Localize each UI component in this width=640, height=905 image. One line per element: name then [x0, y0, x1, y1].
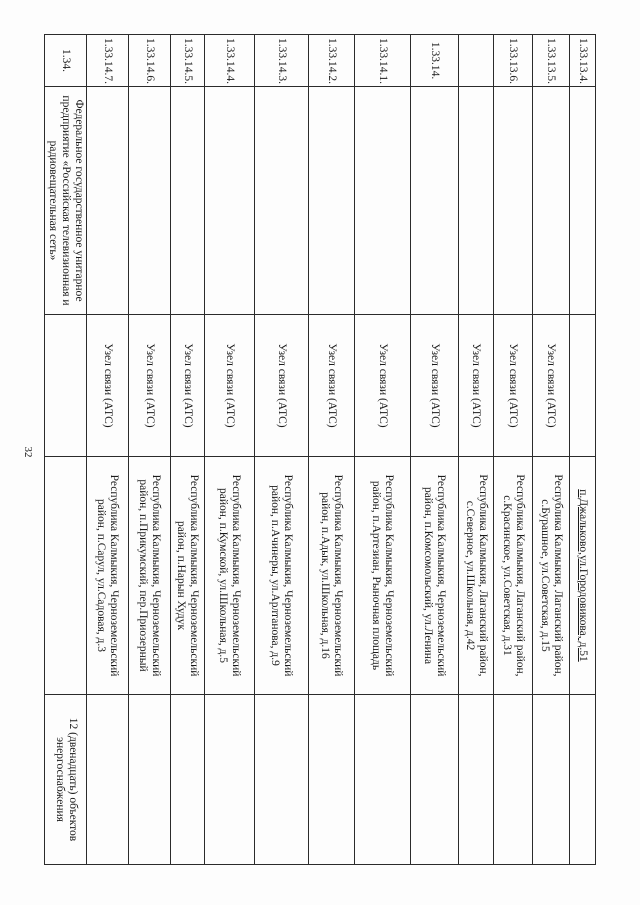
- count-cell: [205, 695, 255, 865]
- object-type-cell: [570, 315, 596, 457]
- address-cell: Республика Калмыкия, Черноземельский район, п.Ачинеры, ул.Арлтанова, д.9: [255, 457, 309, 695]
- page-number: 32: [22, 446, 34, 458]
- count-cell: [309, 695, 355, 865]
- table-row: [45, 35, 87, 865]
- count-cell: [255, 695, 309, 865]
- organization-cell: [459, 87, 494, 315]
- count-cell: [171, 695, 205, 865]
- row-number: 1.33.14.2.: [309, 35, 355, 87]
- row-number: [459, 35, 494, 87]
- count-cell: [355, 695, 411, 865]
- address-cell: Республика Калмыкия, Лаганский район, с.Бурашное, ул.Советская, д.15: [533, 457, 570, 695]
- table-row: [87, 35, 129, 865]
- address-cell: Республика Калмыкия, Черноземельский район, п.Комсомольский, ул.Ленина: [411, 457, 459, 695]
- count-cell: [570, 695, 596, 865]
- object-type-cell: Узел связи (АТС): [205, 315, 255, 457]
- organization-cell: [533, 87, 570, 315]
- count-cell: [411, 695, 459, 865]
- table-row: [171, 35, 205, 865]
- organization-cell: [87, 87, 129, 315]
- row-number: 1.33.13.5.: [533, 35, 570, 87]
- table-row: [309, 35, 355, 865]
- organization-cell: [494, 87, 533, 315]
- object-type-cell: Узел связи (АТС): [87, 315, 129, 457]
- count-cell: [87, 695, 129, 865]
- table-row: [129, 35, 171, 865]
- object-type-cell: Узел связи (АТС): [355, 315, 411, 457]
- address-cell: Республика Калмыкия, Лаганский район, с.Красинское, ул.Советская, д.31: [494, 457, 533, 695]
- row-number: 1.33.14.1.: [355, 35, 411, 87]
- row-number: 1.33.13.6.: [494, 35, 533, 87]
- organization-cell: [171, 87, 205, 315]
- address-cell: Республика Калмыкия, Черноземельский район, п.Сарул, ул.Садовая, д.3: [87, 457, 129, 695]
- object-type-cell: Узел связи (АТС): [171, 315, 205, 457]
- address-cell: Республика Калмыкия, Черноземельский район, п.Адык, ул.Школьная, д.16: [309, 457, 355, 695]
- organization-cell: [205, 87, 255, 315]
- row-number: 1.33.14.6.: [129, 35, 171, 87]
- table-row: [494, 35, 533, 865]
- organization-cell: [129, 87, 171, 315]
- row-number: 1.33.14.5.: [171, 35, 205, 87]
- count-cell: [459, 695, 494, 865]
- organization-cell: [309, 87, 355, 315]
- address-cell: Республика Калмыкия, Черноземельский район, п.Нарын Худук: [171, 457, 205, 695]
- row-number: 1.33.14.4.: [205, 35, 255, 87]
- address-cell: [45, 457, 87, 695]
- organization-cell: [255, 87, 309, 315]
- object-type-cell: Узел связи (АТС): [255, 315, 309, 457]
- table-row: [255, 35, 309, 865]
- table-row: [533, 35, 570, 865]
- address-cell: Республика Калмыкия, Черноземельский район, п.Артезиан, Рыночная площадь: [355, 457, 411, 695]
- object-type-cell: Узел связи (АТС): [533, 315, 570, 457]
- object-type-cell: Узел связи (АТС): [494, 315, 533, 457]
- object-type-cell: Узел связи (АТС): [309, 315, 355, 457]
- row-number: 1.34.: [45, 35, 87, 87]
- count-cell: [129, 695, 171, 865]
- object-type-cell: Узел связи (АТС): [129, 315, 171, 457]
- organization-cell: [355, 87, 411, 315]
- count-cell: [533, 695, 570, 865]
- organization-cell: [570, 87, 596, 315]
- rotated-table-wrapper: [47, 34, 596, 864]
- address-cell: Республика Калмыкия, Черноземельский район, п.Прикумский, пер.Приозерный: [129, 457, 171, 695]
- organization-cell: Федеральное государственное унитарное предприятие «Российская телевизионная и радиовещательная сеть»: [45, 87, 87, 315]
- object-type-cell: [45, 315, 87, 457]
- organization-cell: [411, 87, 459, 315]
- row-number: 1.33.14.3.: [255, 35, 309, 87]
- count-cell: [494, 695, 533, 865]
- count-cell: 12 (двенадцать) объектов энергоснабжения: [45, 695, 87, 865]
- table-row: [355, 35, 411, 865]
- object-type-cell: Узел связи (АТС): [459, 315, 494, 457]
- table-row: [570, 35, 596, 865]
- table-row: [411, 35, 459, 865]
- table-row: [205, 35, 255, 865]
- address-cell: п.Джальково,ул.Городовикова, д.51: [570, 457, 596, 695]
- row-number: 1.33.13.4.: [570, 35, 596, 87]
- address-cell: Республика Калмыкия, Лаганский район, с.Северное, ул.Школьная, д.42: [459, 457, 494, 695]
- table-row: [459, 35, 494, 865]
- row-number: 1.33.14.7.: [87, 35, 129, 87]
- row-number: 1.33.14.: [411, 35, 459, 87]
- address-cell: Республика Калмыкия, Черноземельский район, п.Кумской, ул.Школьная, д.5: [205, 457, 255, 695]
- objects-table: [44, 34, 596, 865]
- object-type-cell: Узел связи (АТС): [411, 315, 459, 457]
